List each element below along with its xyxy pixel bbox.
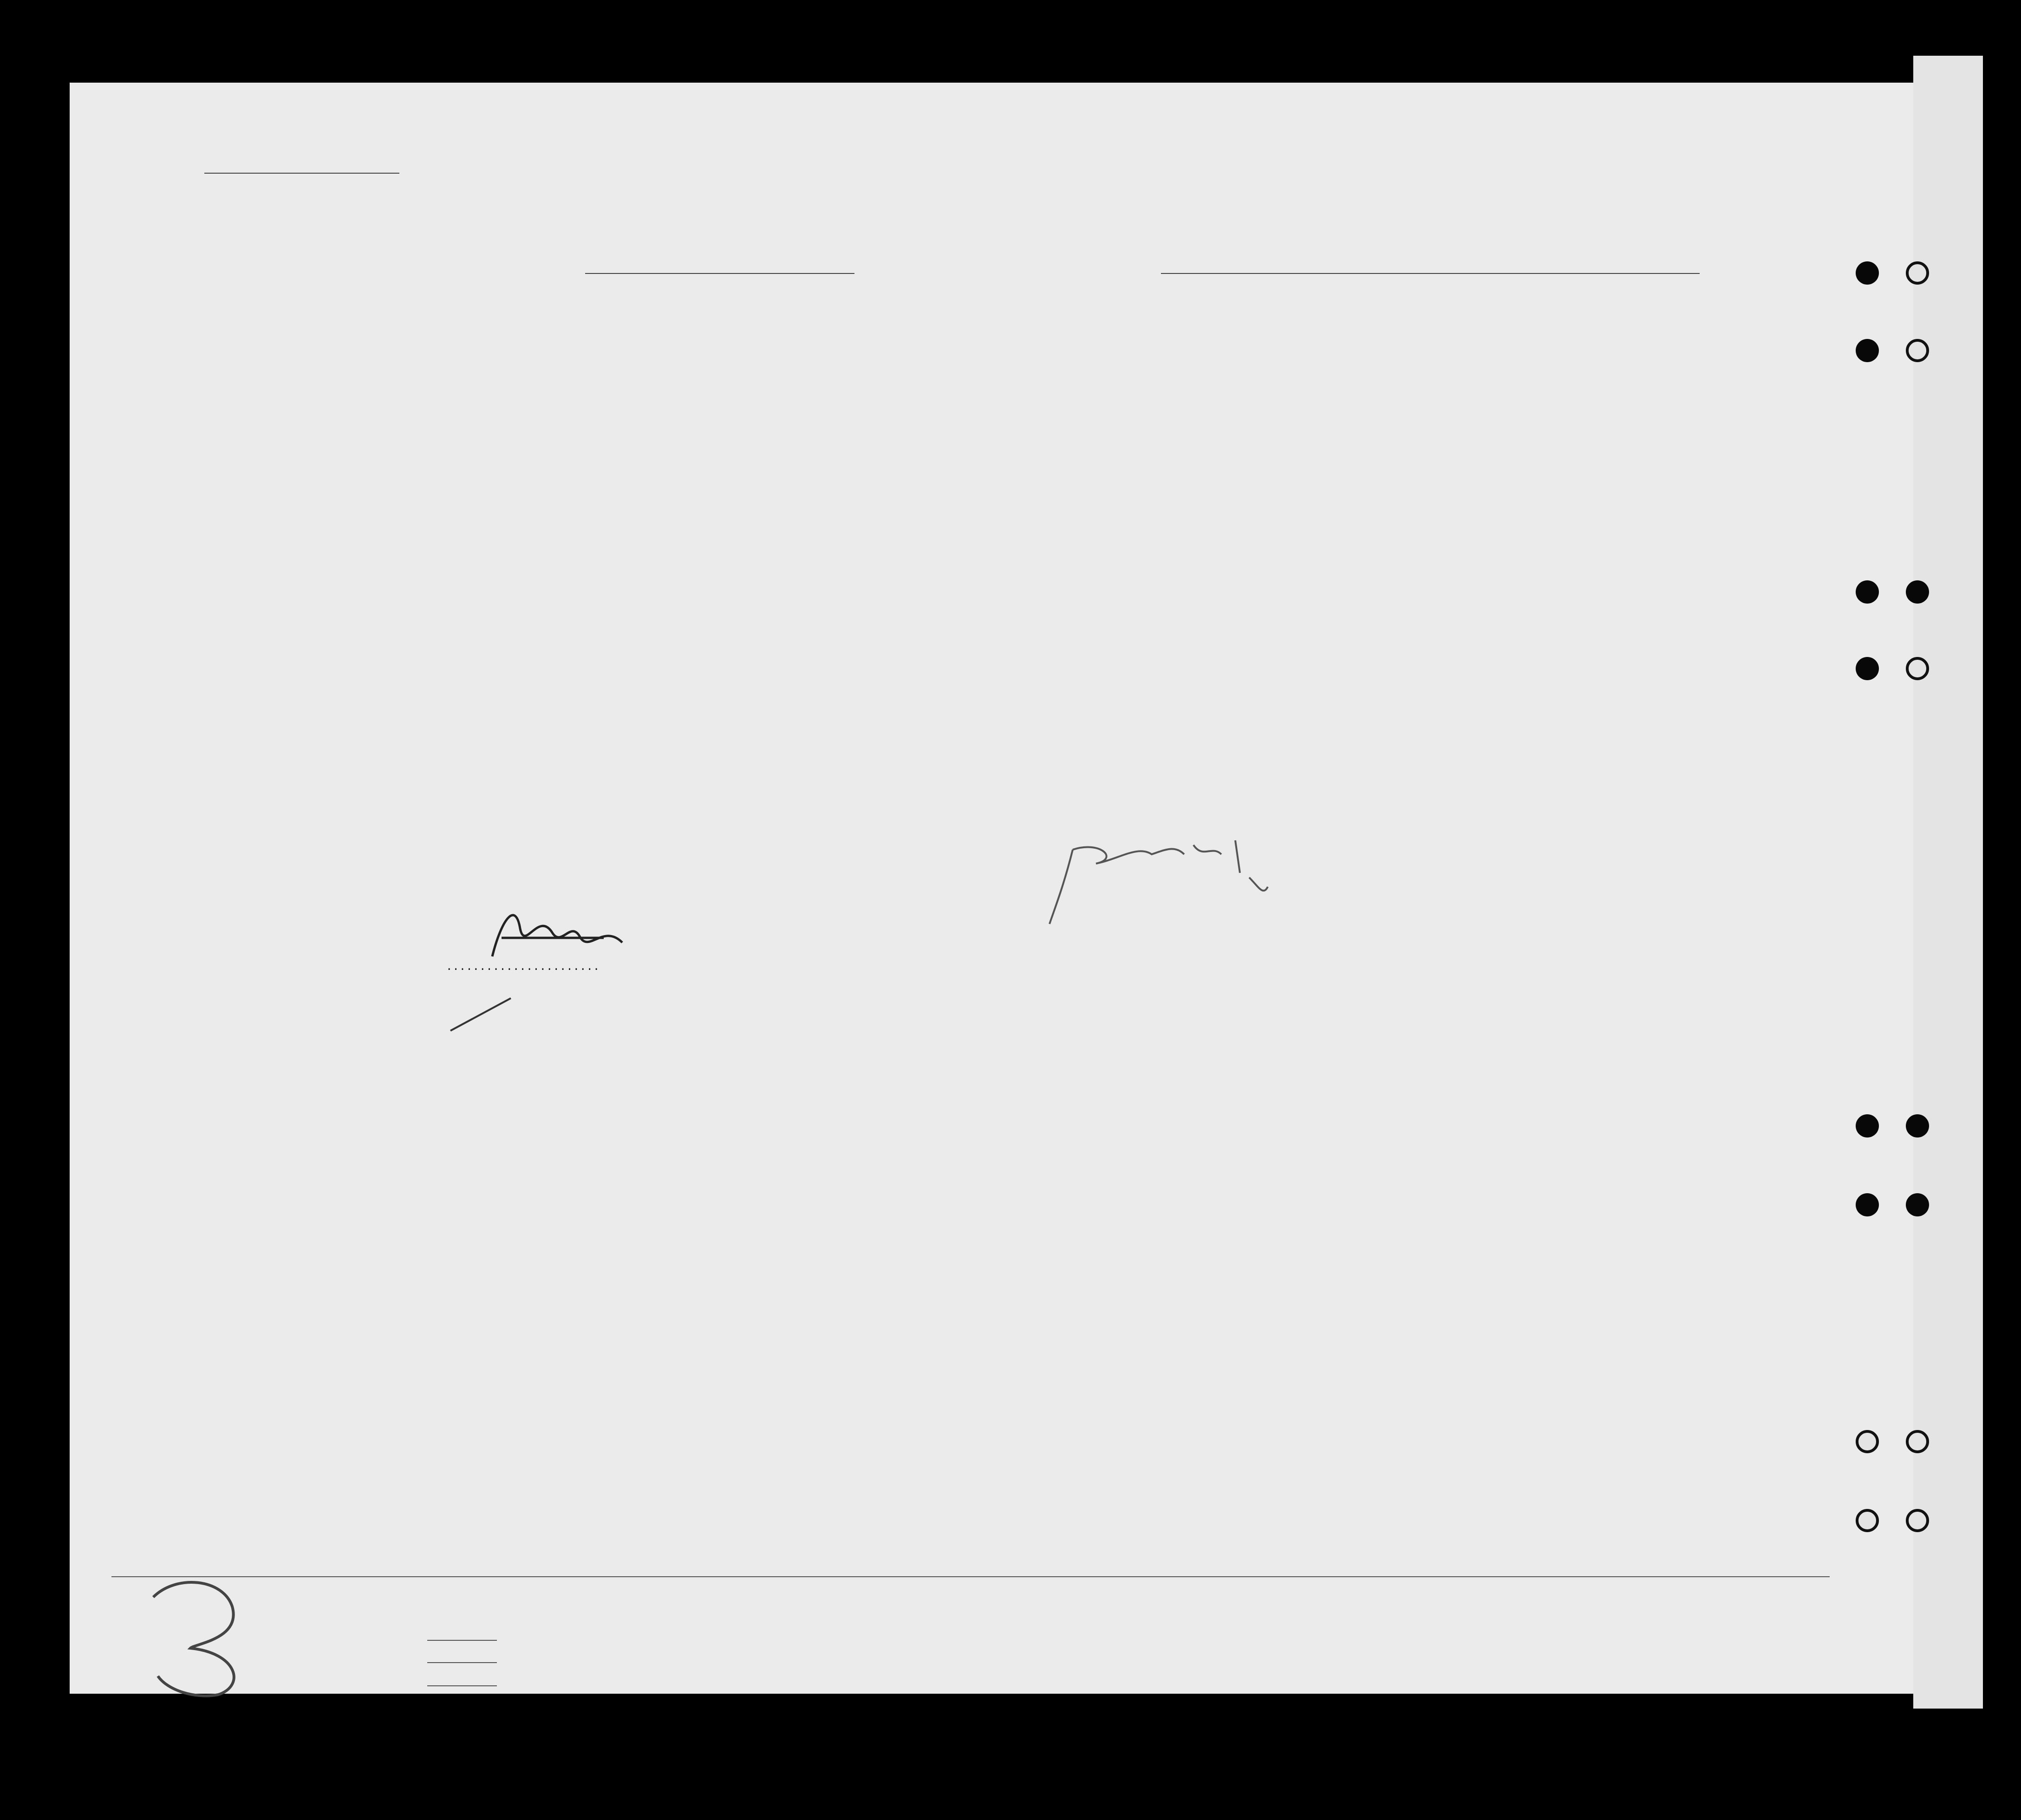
punch-hole — [1906, 261, 1929, 285]
manifest-sheet — [70, 83, 1913, 1694]
punch-hole — [1906, 1114, 1929, 1138]
port-underline — [1161, 273, 1700, 274]
punch-hole — [1856, 580, 1879, 604]
inspector-signature — [1045, 831, 1286, 929]
footer-aliens-line — [427, 1685, 497, 1686]
footer-total-line — [427, 1640, 497, 1641]
punch-hole — [1856, 1193, 1879, 1216]
punch-hole — [1906, 580, 1929, 604]
punch-hole — [1906, 1193, 1929, 1216]
list-underline — [204, 173, 399, 174]
pen-stroke — [446, 994, 515, 1035]
next-sheet-edge — [1913, 56, 1983, 1709]
punch-hole — [1906, 657, 1929, 680]
punch-hole — [1906, 339, 1929, 362]
punch-hole — [1856, 261, 1879, 285]
list-number-mark — [139, 1569, 260, 1699]
ship-underline — [585, 273, 854, 274]
punch-hole — [1906, 1430, 1929, 1453]
footer-divider — [111, 1576, 1830, 1577]
punch-hole — [1906, 1509, 1929, 1532]
punch-hole — [1856, 657, 1879, 680]
footer-us-line — [427, 1662, 497, 1663]
punch-hole — [1856, 339, 1879, 362]
punch-hole — [1856, 1509, 1879, 1532]
punch-hole — [1856, 1114, 1879, 1138]
punch-hole — [1856, 1430, 1879, 1453]
